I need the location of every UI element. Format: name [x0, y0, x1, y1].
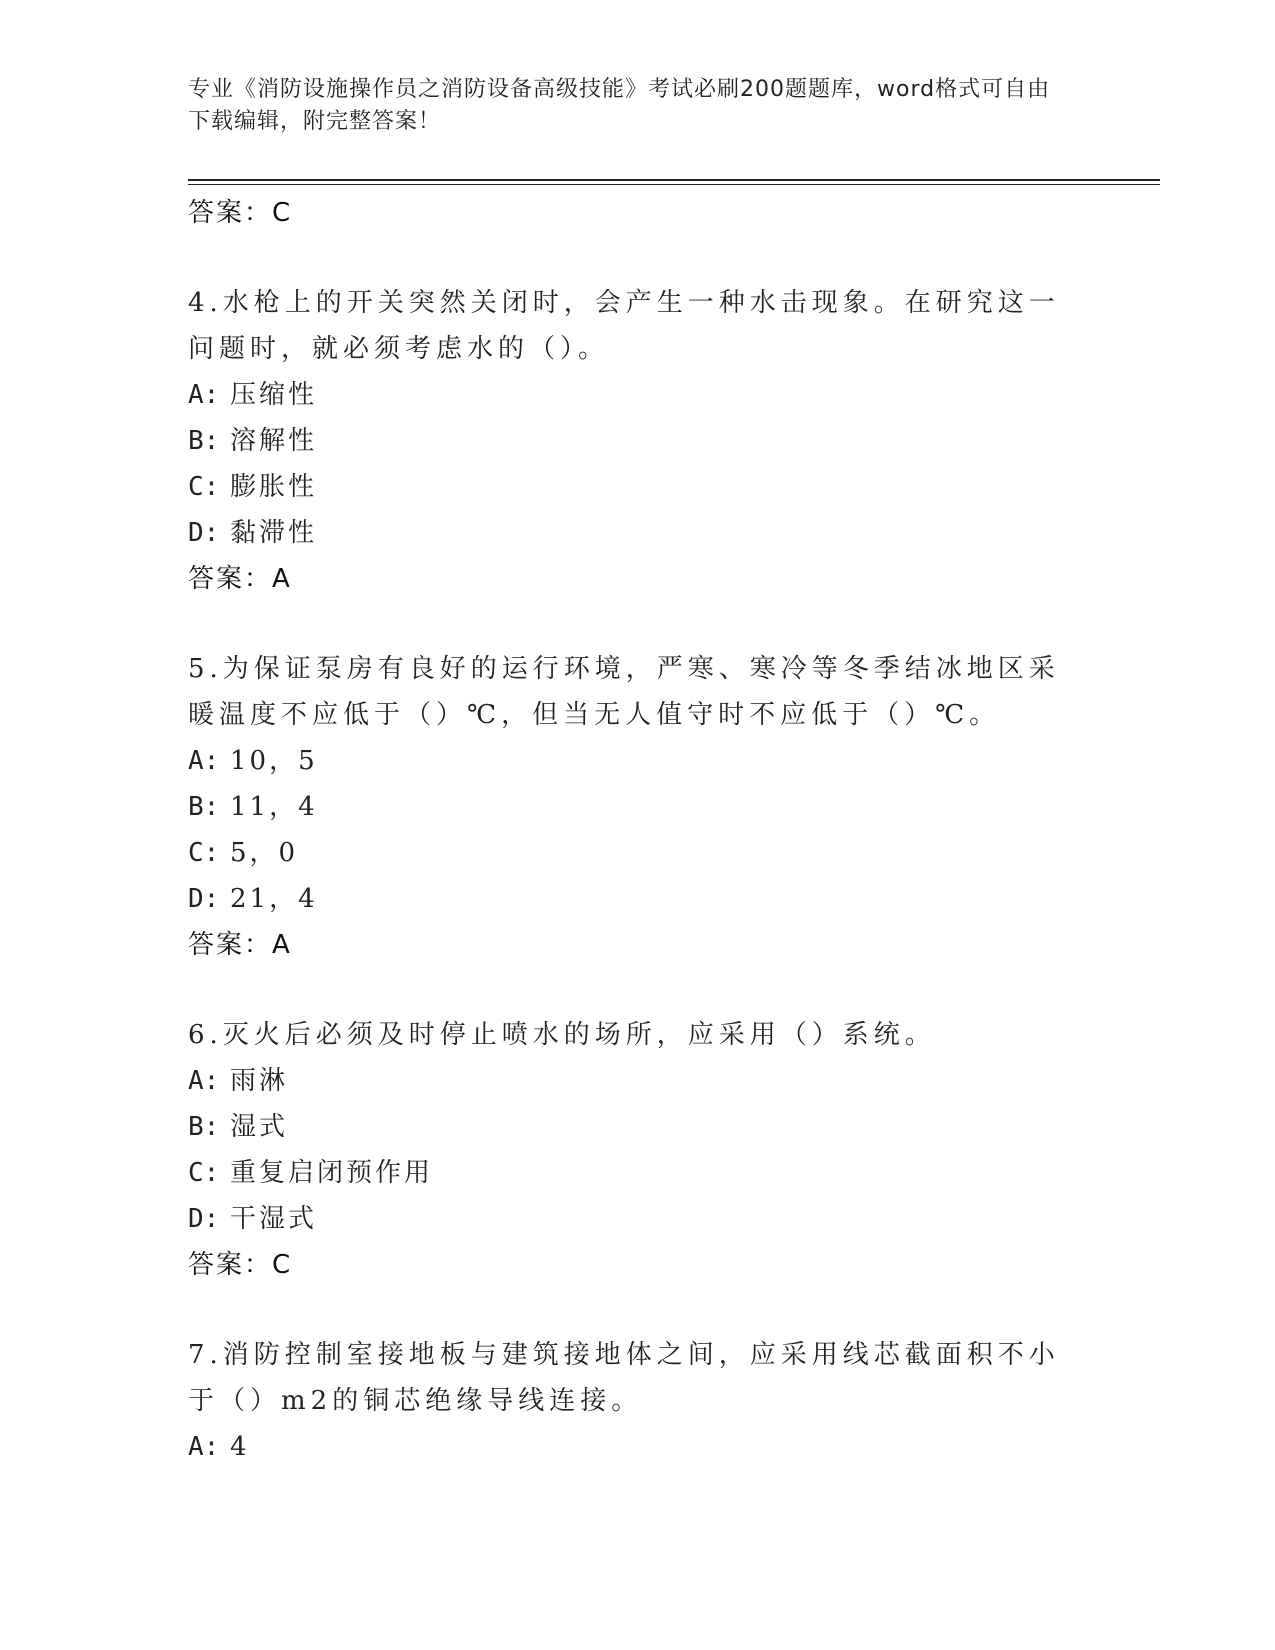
option-text: 21，4 — [230, 884, 318, 914]
option-letter: C: — [188, 838, 220, 868]
question-7 — [188, 1332, 1088, 1470]
previous-answer: 答案：C — [188, 198, 293, 228]
question-6 — [188, 1012, 1088, 1288]
option-text: 压缩性 — [230, 380, 318, 410]
option-b — [188, 784, 1088, 830]
option-letter: D: — [188, 884, 220, 914]
option-text: 干湿式 — [230, 1204, 318, 1234]
option-b — [188, 1104, 1088, 1150]
option-text: 重复启闭预作用 — [230, 1158, 434, 1188]
option-letter: B: — [188, 792, 220, 822]
question-text: 6.灭火后必须及时停止喷水的场所，应采用（）系统。 — [188, 1020, 936, 1050]
option-d — [188, 876, 1088, 922]
option-c — [188, 830, 1088, 876]
header-rule-thin — [188, 184, 1160, 185]
option-letter: D: — [188, 518, 220, 548]
option-letter: C: — [188, 472, 220, 502]
question-text: 7.消防控制室接地板与建筑接地体之间，应采用线芯截面积不小于（）m2的铜芯绝缘导线连接。 — [188, 1340, 1060, 1416]
option-c — [188, 464, 1088, 510]
option-c — [188, 1150, 1088, 1196]
option-d — [188, 1196, 1088, 1242]
option-letter: C: — [188, 1158, 220, 1188]
question-5 — [188, 646, 1088, 968]
header-rule-thick — [188, 179, 1160, 181]
question-text: 4.水枪上的开关突然关闭时，会产生一种水击现象。在研究这一问题时，就必须考虑水的（）。 — [188, 288, 1060, 364]
question-4 — [188, 280, 1088, 602]
option-letter: B: — [188, 426, 220, 456]
option-text: 4 — [230, 1432, 250, 1462]
answer-line: 答案：C — [188, 1250, 293, 1280]
option-text: 雨淋 — [230, 1066, 289, 1096]
option-letter: B: — [188, 1112, 220, 1142]
option-text: 黏滞性 — [230, 518, 318, 548]
option-text: 11，4 — [230, 792, 318, 822]
question-list — [188, 190, 1088, 1470]
option-letter: A: — [188, 1432, 220, 1462]
option-d — [188, 510, 1088, 556]
option-text: 湿式 — [230, 1112, 289, 1142]
answer-line: 答案：A — [188, 564, 292, 594]
answer-line: 答案：A — [188, 930, 292, 960]
option-a — [188, 1058, 1088, 1104]
option-a — [188, 738, 1088, 784]
option-letter: A: — [188, 380, 220, 410]
question-text: 5.为保证泵房有良好的运行环境，严寒、寒冷等冬季结冰地区采暖温度不应低于（）℃，但当无人值守时不应低于（）℃。 — [188, 654, 1060, 730]
option-letter: A: — [188, 1066, 220, 1096]
option-text: 溶解性 — [230, 426, 318, 456]
option-text: 膨胀性 — [230, 472, 318, 502]
document-header: 专业《消防设施操作员之消防设备高级技能》考试必刷200题题库，word格式可自由下载编辑，附完整答案！ — [188, 77, 1051, 134]
option-b — [188, 418, 1088, 464]
option-letter: A: — [188, 746, 220, 776]
option-a — [188, 372, 1088, 418]
option-text: 10，5 — [230, 746, 318, 776]
option-text: 5，0 — [230, 838, 299, 868]
option-a — [188, 1424, 1088, 1470]
option-letter: D: — [188, 1204, 220, 1234]
